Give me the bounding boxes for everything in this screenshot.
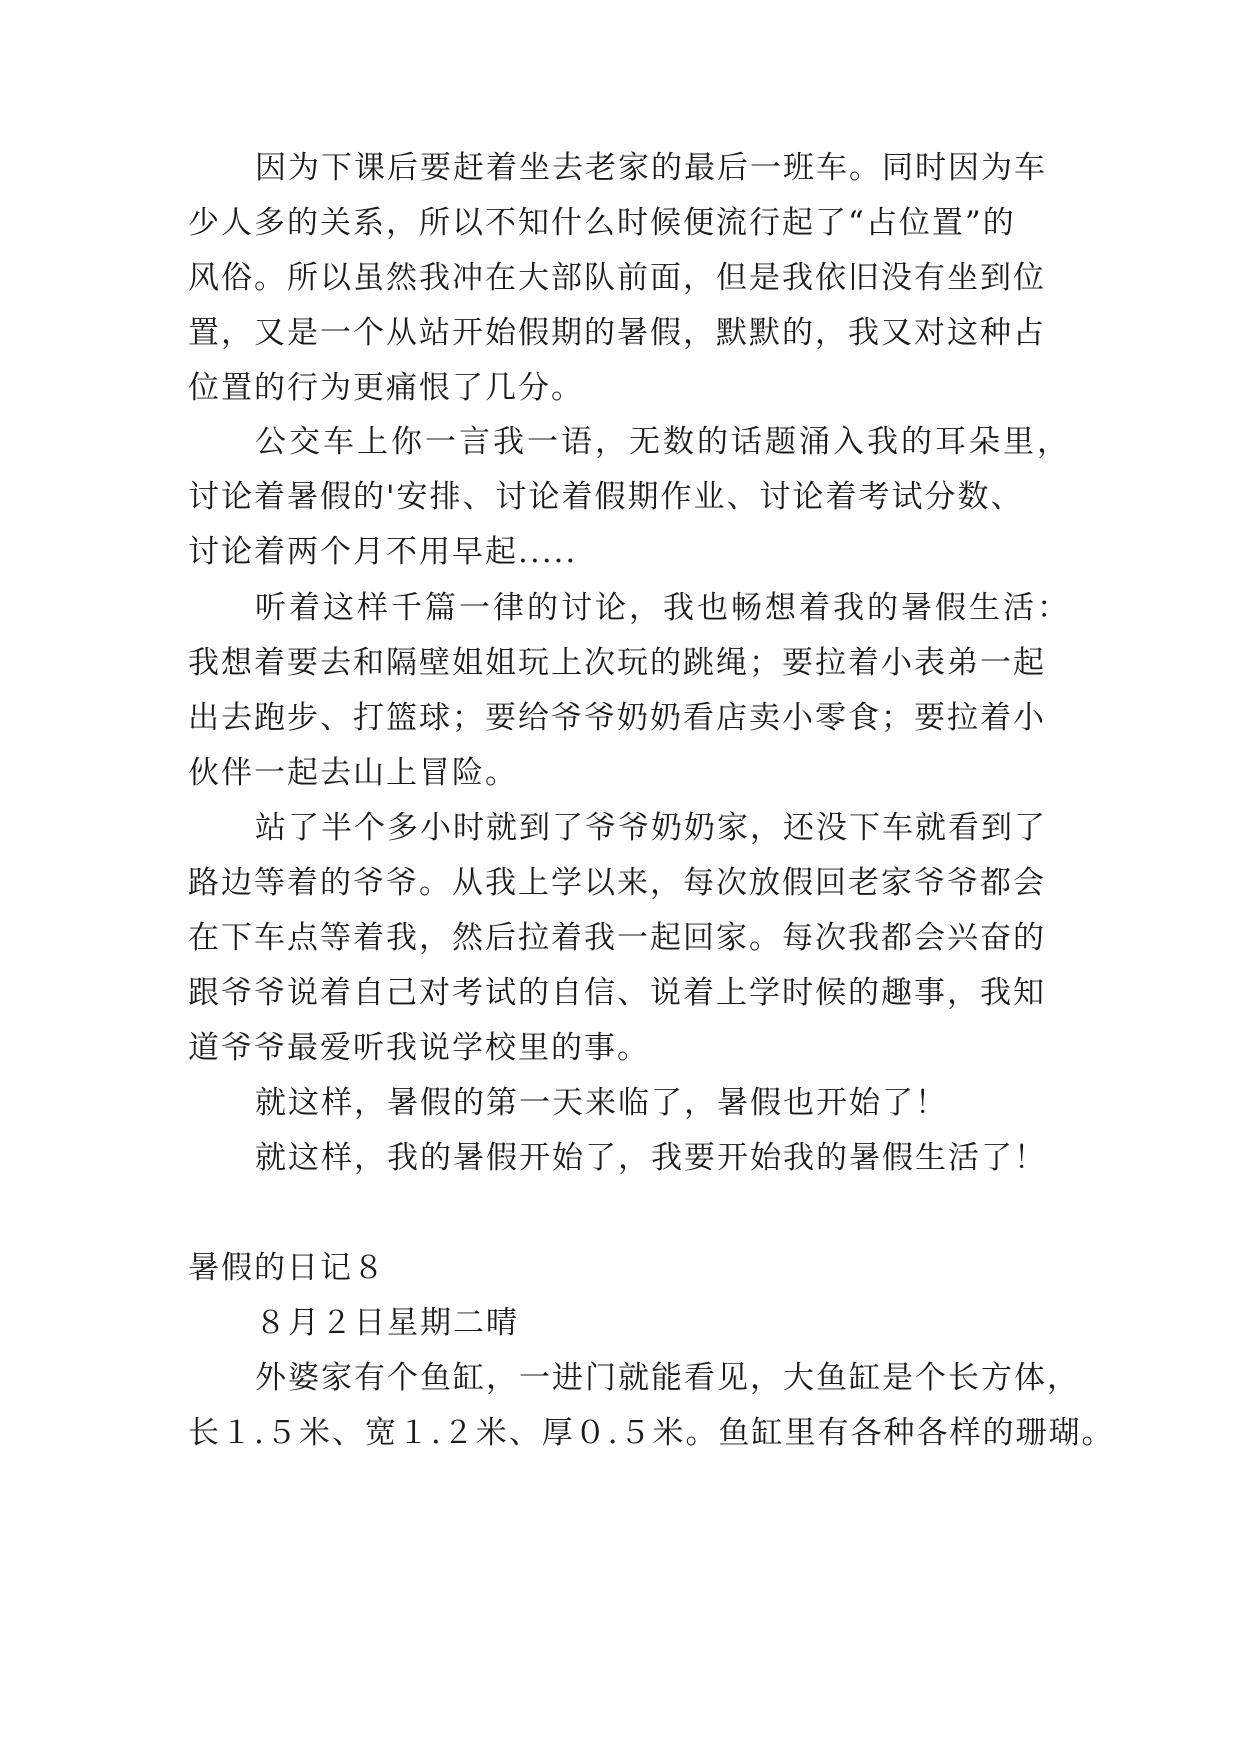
paragraph-line: 因为下课后要赶着坐去老家的最后一班车。同时因为车: [255, 150, 1047, 186]
paragraph-line: 伙伴一起去山上冒险。: [188, 755, 518, 791]
section-heading: 暑假的日记８: [188, 1250, 386, 1286]
paragraph-line: 讨论着暑假的'安排、讨论着假期作业、讨论着考试分数、: [188, 479, 1024, 515]
paragraph-line: 道爷爷最爱听我说学校里的事。: [188, 1030, 650, 1066]
paragraph-line: 风俗。所以虽然我冲在大部队前面，但是我依旧没有坐到位: [188, 260, 1046, 296]
paragraph-line: 跟爷爷说着自己对考试的自信、说着上学时候的趣事，我知: [188, 975, 1046, 1011]
paragraph-line: 少人多的关系，所以不知什么时候便流行起了“占位置”的: [188, 205, 1016, 241]
paragraph-line: 站了半个多小时就到了爷爷奶奶家，还没下车就看到了: [255, 810, 1047, 846]
paragraph-line: 公交车上你一言我一语，无数的话题涌入我的耳朵里，: [255, 424, 1071, 460]
paragraph-line: 就这样，暑假的第一天来临了，暑假也开始了！: [255, 1085, 948, 1121]
paragraph-line: 位置的行为更痛恨了几分。: [188, 370, 584, 406]
paragraph-line: 外婆家有个鱼缸，一进门就能看见，大鱼缸是个长方体，: [255, 1360, 1080, 1396]
diary-date: ８月２日星期二晴: [255, 1305, 519, 1341]
paragraph-line: 讨论着两个月不用早起.....: [188, 534, 578, 570]
paragraph-line: 置，又是一个从站开始假期的暑假，默默的，我又对这种占: [188, 315, 1046, 351]
paragraph-line: 就这样，我的暑假开始了，我要开始我的暑假生活了！: [255, 1140, 1047, 1176]
paragraph-line: 长１.５米、宽１.２米、厚０.５米。鱼缸里有各种各样的珊瑚。: [188, 1415, 1115, 1451]
paragraph-line: 出去跑步、打篮球；要给爷爷奶奶看店卖小零食；要拉着小: [188, 700, 1046, 736]
paragraph-line: 我想着要去和隔壁姐姐玩上次玩的跳绳；要拉着小表弟一起: [188, 645, 1046, 681]
paragraph-line: 路边等着的爷爷。从我上学以来，每次放假回老家爷爷都会: [188, 865, 1046, 901]
paragraph-line: 听着这样千篇一律的讨论，我也畅想着我的暑假生活：: [255, 590, 1071, 626]
paragraph-line: 在下车点等着我，然后拉着我一起回家。每次我都会兴奋的: [188, 920, 1046, 956]
